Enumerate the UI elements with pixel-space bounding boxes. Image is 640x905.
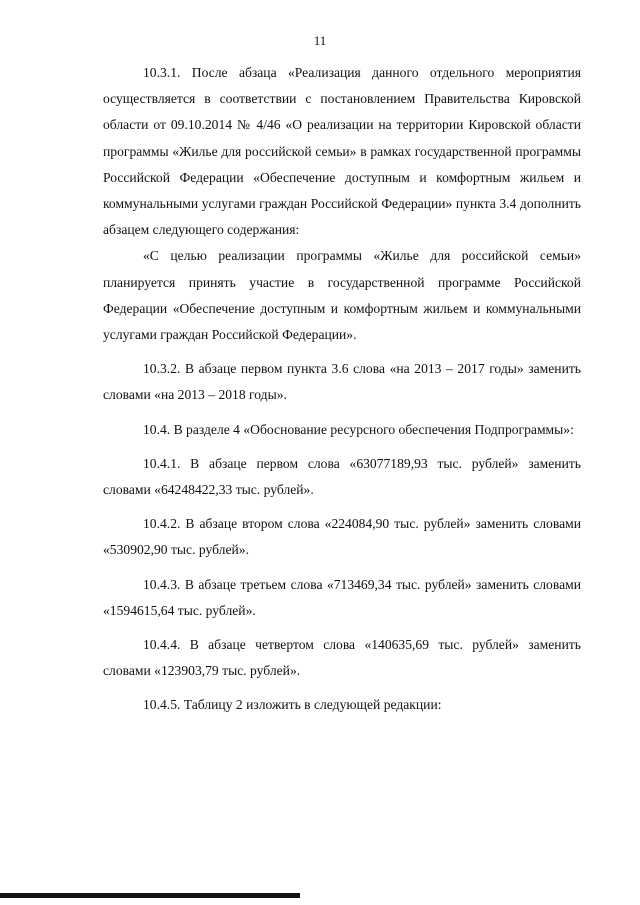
paragraph-10-4-5: 10.4.5. Таблицу 2 изложить в следующей редакции: (143, 697, 442, 713)
page-number: 11 (313, 33, 327, 48)
paragraph-10-3-2: 10.3.2. В абзаце первом пункта 3.6 слова «на 2013 – 2017 годы» заменить словами «на 2013 – 2018 годы». (103, 361, 581, 403)
paragraph-10-4: 10.4. В разделе 4 «Обоснование ресурсного обеспечения Подпрограммы»: (143, 421, 574, 437)
document-body (103, 60, 581, 719)
paragraph-10-4-3: 10.4.3. В абзаце третьем слова «713469,34 тыс. рублей» заменить словами «1594615,64 тыс. рублей». (103, 576, 581, 618)
paragraph-quote-program: «С целью реализации программы «Жилье для российской семьи» планируется принять участие в государственной программе Российской Федерации «Обеспечение доступным и комфортным жильем и коммунальными услугами граждан Российской Федерации». (103, 248, 581, 343)
paragraph-10-4-1: 10.4.1. В абзаце первом слова «63077189,93 тыс. рублей» заменить словами «64248422,33 тыс. рублей». (103, 455, 581, 498)
paragraph-10-3-1: 10.3.1. После абзаца «Реализация данного отдельного мероприятия осуществляется в соответствии с постановлением Правительства Кировской области от 09.10.2014 № 4/46 «О реализации на территории Кировской области программы «Жилье для российской семьи» в рамках государственной программы Российской Федерации «Обеспечение доступным и комфортным жильем и коммунальными услугами граждан Российской Федерации» пункта 3.4 дополнить абзацем следующего содержания: (103, 65, 581, 238)
paragraph-10-4-2: 10.4.2. В абзаце втором слова «224084,90 тыс. рублей» заменить словами «530902,90 тыс. рублей». (103, 516, 581, 558)
bottom-scan-rule (0, 893, 300, 898)
paragraph-10-4-4: 10.4.4. В абзаце четвертом слова «140635,69 тыс. рублей» заменить словами «123903,79 тыс. рублей». (103, 637, 581, 679)
